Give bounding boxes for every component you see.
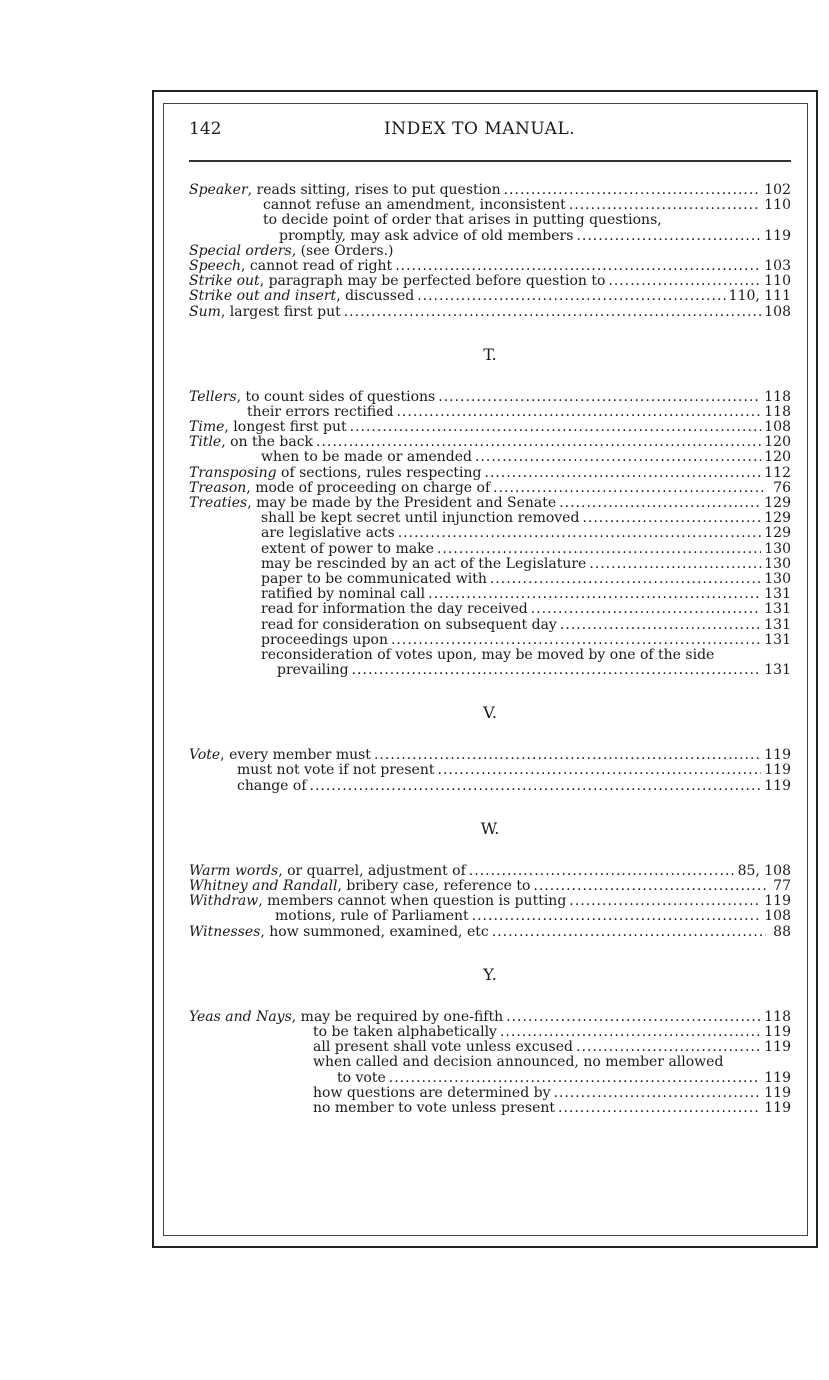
index-entry-text <box>277 663 349 678</box>
index-entry <box>189 466 791 481</box>
index-entry-text <box>189 259 392 274</box>
index-entry-description: , cannot read of right <box>240 258 393 274</box>
index-entry-text <box>337 1071 386 1086</box>
index-entry-page: 131 <box>764 602 791 618</box>
index-entry <box>189 779 791 794</box>
index-entry-text <box>189 894 566 909</box>
index-entry-term: Whitney and Randall <box>189 879 338 894</box>
index-entry <box>189 1055 791 1070</box>
index-entry-term: Sum <box>189 304 221 320</box>
index-entry-description: when called and decision announced, no member allowed <box>313 1055 724 1071</box>
index-entry-term: Withdraw <box>189 894 259 910</box>
index-entry-page: 131 <box>764 663 791 679</box>
dot-leader <box>316 435 761 450</box>
index-entry-description: may be rescinded by an act of the Legislature <box>261 556 587 572</box>
index-entry <box>189 435 791 450</box>
index-entry-description: all present shall vote unless excused <box>313 1040 573 1056</box>
dot-leader <box>398 526 762 541</box>
index-entry <box>189 557 791 572</box>
index-entry-page: 88 <box>773 924 791 940</box>
index-entry-description: change of <box>237 778 307 794</box>
index-entry <box>189 572 791 587</box>
index-entry-text <box>263 198 566 213</box>
index-entry-page: 110, 111 <box>728 289 791 305</box>
section-heading-w: W. <box>480 818 500 838</box>
index-entry <box>189 305 791 320</box>
index-entry-term: Yeas and Nays <box>189 1009 292 1025</box>
index-entry <box>189 763 791 778</box>
index-entry-text <box>189 1010 503 1025</box>
index-entry <box>189 511 791 526</box>
index-entry-text <box>261 511 579 526</box>
index-entry <box>189 1025 791 1040</box>
section-heading-y: Y. <box>483 964 497 984</box>
section-heading-v: V. <box>483 703 497 723</box>
index-entry-term: Witnesses <box>189 924 261 940</box>
index-entry-page: 119 <box>764 1100 791 1116</box>
dot-leader <box>560 618 761 633</box>
index-entry-text <box>261 526 395 541</box>
dot-leader <box>344 305 762 320</box>
index-entry-page: 131 <box>764 632 791 648</box>
index-entry <box>189 198 791 213</box>
index-entry-page: 131 <box>764 617 791 633</box>
index-entry-page: 102 <box>764 183 791 198</box>
index-entry-page: 77 <box>773 879 791 894</box>
index-entry-text <box>189 879 530 894</box>
index-entry-description: reconsideration of votes upon, may be moved by one of the side <box>261 647 715 663</box>
index-entry <box>189 648 791 663</box>
index-content <box>189 183 791 1116</box>
dot-leader <box>589 557 761 572</box>
index-entry-term: Speech <box>189 258 241 274</box>
dot-leader <box>504 183 762 198</box>
dot-leader <box>437 542 761 557</box>
index-entry-text <box>261 618 557 633</box>
index-section-y <box>189 1010 791 1116</box>
index-entry <box>189 894 791 909</box>
index-entry <box>189 450 791 465</box>
index-entry-text <box>189 420 347 435</box>
index-entry-text <box>279 229 573 244</box>
index-entry <box>189 526 791 541</box>
page-title: INDEX TO MANUAL. <box>384 119 576 139</box>
index-entry-description: , members cannot when question is putting <box>258 894 567 910</box>
index-entry-text <box>189 925 489 940</box>
dot-leader <box>391 633 761 648</box>
index-entry-text <box>261 648 714 663</box>
index-entry-term: Strike out and insert <box>189 289 337 305</box>
dot-leader <box>396 405 761 420</box>
index-entry-page: 118 <box>764 1009 791 1025</box>
header-rule <box>189 160 791 162</box>
index-entry-description: are legislative acts <box>261 526 395 542</box>
index-entry-page: 130 <box>764 571 791 587</box>
index-entry-description: , how summoned, examined, etc <box>260 924 489 940</box>
index-entry-text <box>275 909 469 924</box>
index-entry-page: 130 <box>764 541 791 557</box>
index-entry-description: how questions are determined by <box>313 1085 551 1101</box>
dot-leader <box>500 1025 761 1040</box>
index-entry-description: , mode of proceeding on charge of <box>246 480 491 496</box>
dot-leader <box>310 779 762 794</box>
index-entry-text <box>189 466 482 481</box>
index-entry-term: Strike out <box>189 274 260 290</box>
index-entry-description: shall be kept secret until injunction removed <box>261 511 580 527</box>
index-entry-page: 119 <box>764 748 791 764</box>
index-entry-page: 118 <box>764 389 791 405</box>
index-entry <box>189 496 791 511</box>
dot-leader <box>389 1071 762 1086</box>
index-entry-page: 119 <box>764 1040 791 1056</box>
index-entry-page: 129 <box>764 526 791 542</box>
index-entry <box>189 587 791 602</box>
index-entry-text <box>261 557 586 572</box>
index-entry-description: , largest first put <box>220 304 341 320</box>
index-entry-text <box>189 748 371 763</box>
index-entry-page: 129 <box>764 496 791 511</box>
index-entry-page: 108 <box>764 420 791 436</box>
index-entry-description: of sections, rules respecting <box>276 465 482 481</box>
dot-leader <box>350 420 762 435</box>
index-entry-term: Time <box>189 420 225 436</box>
index-entry-page: 119 <box>764 1070 791 1086</box>
index-entry-description: , paragraph may be perfected before question to <box>259 274 606 290</box>
index-entry <box>189 405 791 420</box>
index-entry-description: motions, rule of Parliament <box>275 909 469 925</box>
dot-leader <box>490 572 761 587</box>
index-entry <box>189 244 791 259</box>
index-entry <box>189 748 791 763</box>
dot-leader <box>533 879 766 894</box>
index-entry-description: no member to vote unless present <box>313 1100 555 1116</box>
dot-leader <box>569 198 761 213</box>
dot-leader <box>417 289 725 304</box>
index-entry-text <box>313 1040 573 1055</box>
index-entry-text <box>313 1055 723 1070</box>
index-entry-text <box>189 481 490 496</box>
index-entry-page: 119 <box>764 894 791 910</box>
index-entry-description: ratified by nominal call <box>261 587 426 603</box>
index-entry-text <box>313 1025 497 1040</box>
index-entry-description: , every member must <box>220 748 371 764</box>
index-entry-description: paper to be communicated with <box>261 571 487 587</box>
index-entry-description: , to count sides of questions <box>236 389 436 405</box>
index-entry-text <box>261 633 388 648</box>
index-entry-description: promptly, may ask advice of old members <box>279 228 574 244</box>
index-entry <box>189 1010 791 1025</box>
index-entry <box>189 1101 791 1116</box>
index-entry-description: cannot refuse an amendment, inconsistent <box>263 198 566 214</box>
index-entry-page: 129 <box>764 511 791 527</box>
index-entry-term: Tellers <box>189 389 237 405</box>
index-section-s <box>189 183 791 320</box>
dot-leader <box>352 663 762 678</box>
dot-leader <box>428 587 761 602</box>
dot-leader <box>438 390 761 405</box>
index-entry-text <box>261 542 434 557</box>
index-entry-term: Warm words <box>189 863 279 879</box>
index-entry-text <box>263 213 662 228</box>
index-entry-text <box>189 274 605 289</box>
index-entry-description: , bribery case, reference to <box>337 879 531 894</box>
index-entry-description: , reads sitting, rises to put question <box>247 183 501 198</box>
index-entry-page: 108 <box>764 304 791 320</box>
dot-leader <box>569 894 761 909</box>
index-entry-page: 110 <box>764 274 791 290</box>
index-entry-text <box>313 1086 550 1101</box>
index-entry <box>189 618 791 633</box>
dot-leader <box>576 229 761 244</box>
index-section-w <box>189 864 791 940</box>
index-entry-term: Vote <box>189 748 221 764</box>
index-entry-description: must not vote if not present <box>237 763 435 779</box>
index-entry <box>189 420 791 435</box>
index-entry <box>189 183 791 198</box>
index-entry-page: 118 <box>764 404 791 420</box>
dot-leader <box>437 763 761 778</box>
index-entry-description: , on the back <box>221 435 314 451</box>
index-entry-description: , (see Orders.) <box>291 243 394 259</box>
index-entry-page: 130 <box>764 556 791 572</box>
index-entry-text <box>247 405 393 420</box>
index-section-t <box>189 390 791 679</box>
dot-leader <box>553 1086 761 1101</box>
index-entry <box>189 274 791 289</box>
index-entry-text <box>237 779 307 794</box>
index-entry-description: to vote <box>337 1070 386 1086</box>
index-entry-text <box>237 763 434 778</box>
index-entry-term: Treaties <box>189 496 248 511</box>
index-entry-term: Special orders <box>189 243 292 259</box>
index-entry-text <box>261 587 425 602</box>
index-entry-description: when to be made or amended <box>261 450 472 466</box>
section-heading-t: T. <box>483 344 497 364</box>
index-entry-term: Treason <box>189 480 247 496</box>
index-entry-page: 108 <box>764 909 791 925</box>
index-entry <box>189 1040 791 1055</box>
dot-leader <box>492 925 766 940</box>
index-entry-text <box>189 183 501 198</box>
index-entry-page: 85, 108 <box>737 863 791 879</box>
index-entry-page: 103 <box>764 258 791 274</box>
index-entry-description: , discussed <box>336 289 415 305</box>
index-entry-text <box>189 305 341 320</box>
dot-leader <box>576 1040 761 1055</box>
index-entry-text <box>189 496 556 511</box>
index-entry-text <box>189 244 393 259</box>
index-entry-description: , or quarrel, adjustment of <box>278 863 466 879</box>
index-entry-description: to be taken alphabetically <box>313 1024 497 1040</box>
index-entry-description: , may be required by one-fifth <box>291 1009 504 1025</box>
dot-leader <box>582 511 761 526</box>
index-entry <box>189 663 791 678</box>
index-entry-text <box>261 572 487 587</box>
index-entry-text <box>189 435 313 450</box>
index-entry-description: read for information the day received <box>261 602 528 618</box>
dot-leader <box>469 864 735 879</box>
dot-leader <box>485 466 762 481</box>
index-entry <box>189 602 791 617</box>
index-entry-description: prevailing <box>277 663 349 679</box>
index-entry-page: 120 <box>764 435 791 451</box>
index-entry-description: extent of power to make <box>261 541 434 557</box>
index-entry-text <box>313 1101 555 1116</box>
index-entry <box>189 390 791 405</box>
index-entry-term: Transposing <box>189 465 277 481</box>
index-entry-page: 112 <box>764 465 791 481</box>
dot-leader <box>559 496 761 511</box>
index-entry <box>189 259 791 274</box>
index-entry-text <box>189 289 414 304</box>
index-entry-description: , may be made by the President and Senate <box>247 496 557 511</box>
index-entry <box>189 864 791 879</box>
index-entry <box>189 289 791 304</box>
index-entry <box>189 925 791 940</box>
dot-leader <box>374 748 761 763</box>
index-entry-page: 131 <box>764 587 791 603</box>
index-entry-page: 119 <box>764 1085 791 1101</box>
dot-leader <box>395 259 761 274</box>
index-entry-page: 119 <box>764 778 791 794</box>
index-entry <box>189 909 791 924</box>
index-entry-page: 76 <box>773 480 791 496</box>
index-entry-text <box>261 602 528 617</box>
index-entry-term: Speaker <box>189 183 248 198</box>
page-number: 142 <box>189 119 222 139</box>
dot-leader <box>493 481 766 496</box>
index-entry-page: 119 <box>764 763 791 779</box>
index-entry-page: 119 <box>764 228 791 244</box>
dot-leader <box>558 1101 761 1116</box>
index-entry-description: proceedings upon <box>261 632 388 648</box>
index-entry-page: 120 <box>764 450 791 466</box>
index-entry-page: 119 <box>764 1024 791 1040</box>
index-entry-description: their errors rectified <box>247 404 394 420</box>
index-entry <box>189 481 791 496</box>
dot-leader <box>475 450 761 465</box>
index-entry <box>189 633 791 648</box>
index-entry-text <box>189 390 435 405</box>
index-entry <box>189 1071 791 1086</box>
index-entry <box>189 213 791 228</box>
index-entry-description: to decide point of order that arises in putting questions, <box>263 213 662 229</box>
index-section-v <box>189 748 791 794</box>
dot-leader <box>608 274 761 289</box>
index-entry-term: Title <box>189 435 222 451</box>
index-entry <box>189 229 791 244</box>
dot-leader <box>531 602 762 617</box>
index-entry-page: 110 <box>764 198 791 214</box>
index-entry-description: , longest first put <box>224 420 347 436</box>
index-entry <box>189 879 791 894</box>
index-entry-text <box>261 450 472 465</box>
dot-leader <box>472 909 762 924</box>
dot-leader <box>506 1010 761 1025</box>
index-entry <box>189 1086 791 1101</box>
index-entry-text <box>189 864 466 879</box>
index-entry-description: read for consideration on subsequent day <box>261 617 557 633</box>
index-entry <box>189 542 791 557</box>
